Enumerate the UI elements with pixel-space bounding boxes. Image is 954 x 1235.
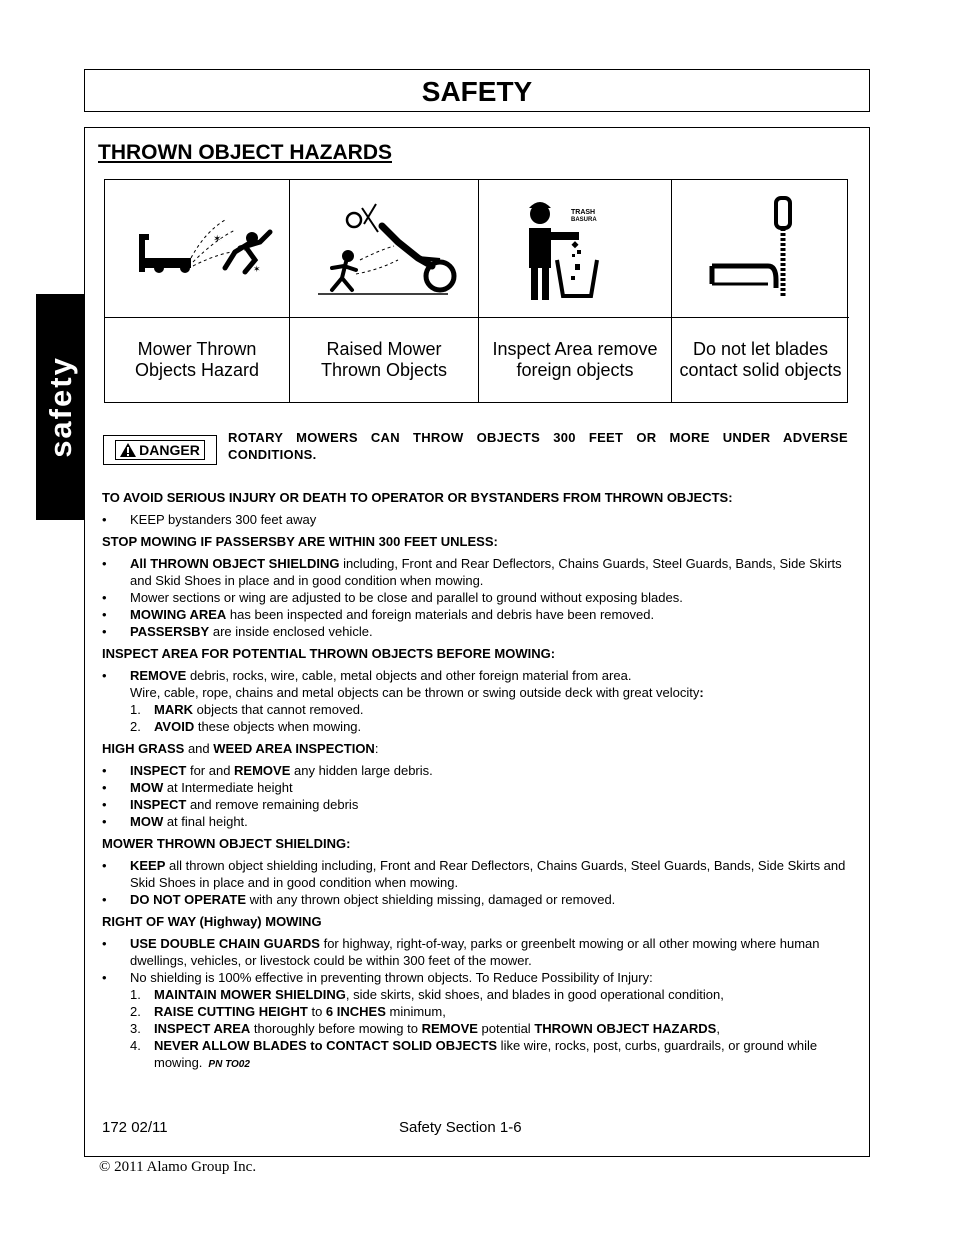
list-item: • DO NOT OPERATE with any thrown object shielding missing, damaged or removed. <box>102 891 852 908</box>
hazard-cell-blade-contact <box>672 180 849 402</box>
copyright: © 2011 Alamo Group Inc. <box>99 1159 257 1175</box>
heading-shielding: MOWER THROWN OBJECT SHIELDING: <box>102 836 351 851</box>
section-label: Safety Section 1-6 <box>399 1119 522 1136</box>
page-header <box>84 69 870 112</box>
basura-label: BASURA <box>571 217 597 223</box>
danger-badge <box>103 435 217 465</box>
numbered-item: 2. RAISE CUTTING HEIGHT to 6 INCHES minimum, <box>130 1004 446 1019</box>
trash-label: TRASH <box>571 209 596 216</box>
numbered-item: 1. MAINTAIN MOWER SHIELDING, side skirts, skid shoes, and blades in good operational condition, <box>130 987 724 1002</box>
inspect-area-icon <box>479 180 670 318</box>
list-item: • MOW at Intermediate height <box>102 779 852 796</box>
hazard-caption: Raised Mower Thrown Objects <box>320 339 448 380</box>
side-tab <box>36 294 85 520</box>
safety-instructions <box>102 489 852 1073</box>
numbered-item: 2. AVOID these objects when mowing. <box>130 719 362 734</box>
hazard-cell-mower-thrown <box>105 180 290 402</box>
danger-message: ROTARY MOWERS CAN THROW OBJECTS 300 FEET OR MORE UNDER ADVERSE CONDITIONS. <box>228 430 848 462</box>
section-title: THROWN OBJECT HAZARDS <box>98 141 392 164</box>
list-item: • MOWING AREA has been inspected and foreign materials and debris have been removed. <box>102 606 852 623</box>
numbered-item: 4. NEVER ALLOW BLADES to CONTACT SOLID OBJECTS like wire, rocks, post, curbs, guardrails, or ground while mowing. PN TO02 <box>130 1038 818 1070</box>
list-item: • Mower sections or wing are adjusted to be close and parallel to ground without exposing blades. <box>102 589 852 606</box>
page-title: SAFETY <box>421 76 533 107</box>
list-item: • KEEP all thrown object shielding including, Front and Rear Deflectors, Chains Guards, Steel Guards, Bands, Side Skirts and Skid Shoes in place and in good condition when mowing. <box>102 857 852 891</box>
side-tab-label: safety <box>42 356 78 458</box>
mower-thrown-objects-icon <box>105 180 288 318</box>
page-number: 172 02/11 <box>102 1119 168 1136</box>
list-item: • REMOVE debris, rocks, wire, cable, metal objects and other foreign material from area. <box>102 667 852 684</box>
heading-avoid-injury: TO AVOID SERIOUS INJURY OR DEATH TO OPERATOR OR BYSTANDERS FROM THROWN OBJECTS: <box>102 490 733 505</box>
blade-contact-icon <box>672 180 847 318</box>
list-item: • All THROWN OBJECT SHIELDING including, Front and Rear Deflectors, Chains Guards, Steel Guards, Bands, Side Skirts and Skid Shoes in place and in good condition when mowing. <box>102 555 852 589</box>
numbered-item: 3. INSPECT AREA thoroughly before mowing to REMOVE potential THROWN OBJECT HAZARDS, <box>130 1021 720 1036</box>
svg-text:✶: ✶ <box>213 234 222 245</box>
warning-triangle-icon <box>120 443 136 457</box>
list-item: • USE DOUBLE CHAIN GUARDS for highway, right-of-way, parks or greenbelt mowing or all other mowing where human dwellings, vehicles, or livestock could be within 300 feet of the mower. <box>102 935 852 969</box>
list-item: • INSPECT for and REMOVE any hidden large debris. <box>102 762 852 779</box>
list-item: • No shielding is 100% effective in preventing thrown objects. To Reduce Possibility of Injury: <box>102 969 852 986</box>
hazard-cell-raised-mower <box>290 180 479 402</box>
list-item-continuation: Wire, cable, rope, chains and metal objects can be thrown or swing outside deck with great velocity: <box>130 685 704 700</box>
hazard-grid <box>104 179 848 403</box>
danger-label: DANGER <box>139 442 200 458</box>
list-item: • KEEP bystanders 300 feet away <box>102 511 852 528</box>
part-number: PN TO02 <box>208 1059 250 1070</box>
hazard-caption: Do not let blades contact solid objects <box>679 339 842 380</box>
heading-right-of-way: RIGHT OF WAY (Highway) MOWING <box>102 914 322 929</box>
list-item: • MOW at final height. <box>102 813 852 830</box>
heading-high-grass: HIGH GRASS and WEED AREA INSPECTION: <box>102 741 379 756</box>
hazard-cell-inspect-area <box>479 180 672 402</box>
list-item: • INSPECT and remove remaining debris <box>102 796 852 813</box>
hazard-caption: Inspect Area remove foreign objects <box>492 339 658 380</box>
raised-mower-icon <box>290 180 477 318</box>
hazard-caption: Mower Thrown Objects Hazard <box>134 339 260 380</box>
heading-inspect-area: INSPECT AREA FOR POTENTIAL THROWN OBJECTS BEFORE MOWING: <box>102 646 556 661</box>
numbered-item: 1. MARK objects that cannot removed. <box>130 702 364 717</box>
heading-stop-mowing: STOP MOWING IF PASSERSBY ARE WITHIN 300 FEET UNLESS: <box>102 534 498 549</box>
svg-text:✶: ✶ <box>253 265 261 275</box>
list-item: • PASSERSBY are inside enclosed vehicle. <box>102 623 852 640</box>
